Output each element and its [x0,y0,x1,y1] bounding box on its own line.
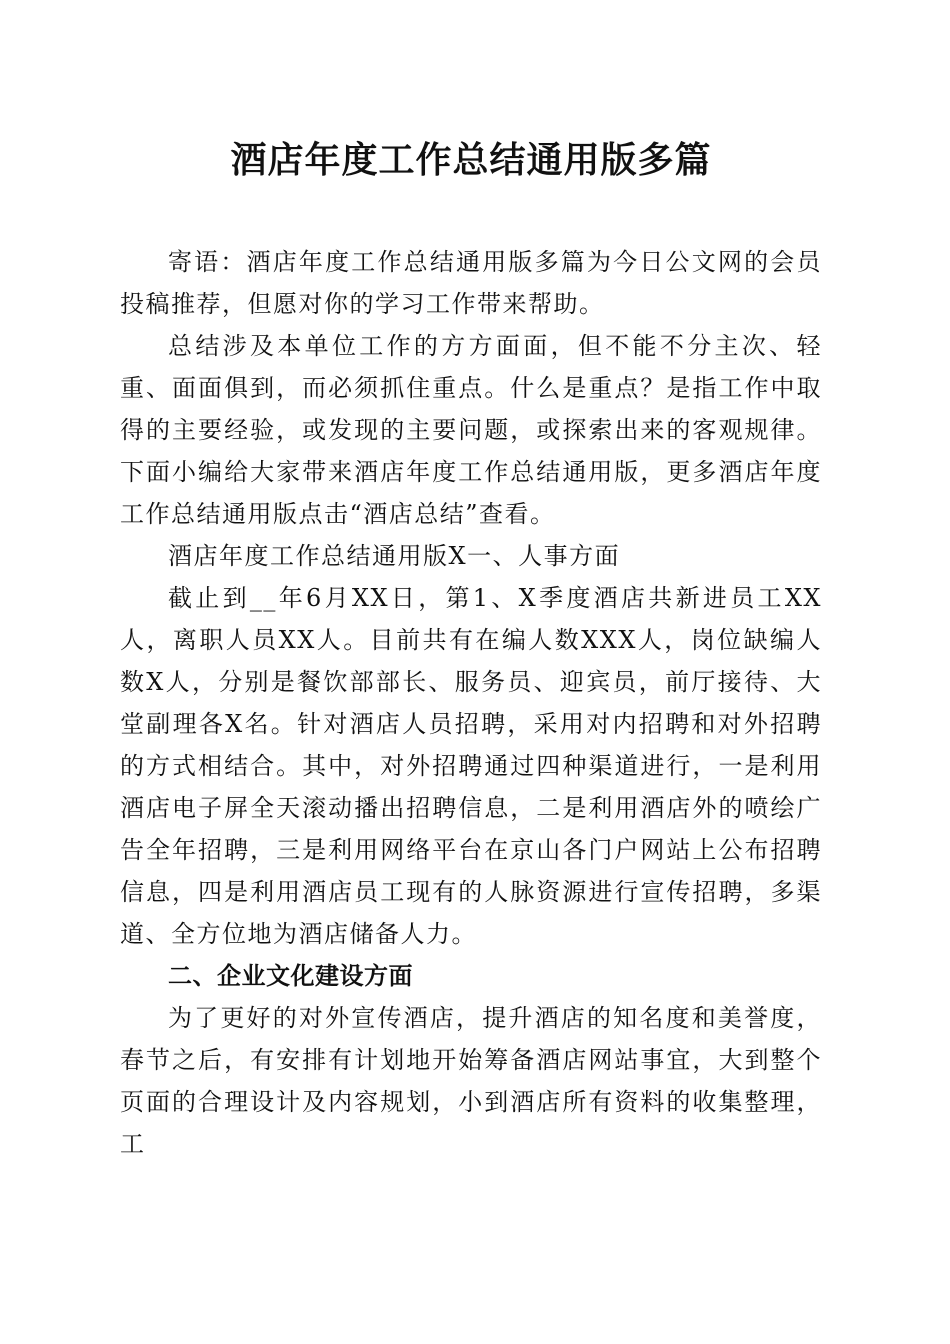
paragraph-foreword: 寄语：酒店年度工作总结通用版多篇为今日公文网的会员投稿推荐，但愿对你的学习工作带来帮助。 [120,248,822,318]
section-heading-culture: 二、企业文化建设方面 [168,962,413,990]
paragraph-intro: 总结涉及本单位工作的方方面面，但不能不分主次、轻重、面面俱到，而必须抓住重点。什么是重点？是指工作中取得的主要经验，或发现的主要问题，或探索出来的客观规律。下面小编给大家带来酒店年度工作总结通用版，更多酒店年度工作总结通用版点击“酒店总结”查看。 [120,332,822,528]
paragraph-section-personnel-title: 酒店年度工作总结通用版X一、人事方面 [168,542,621,570]
document-body [120,241,822,1165]
paragraph-personnel: 截止到__年6月XX日，第1、X季度酒店共新进员工XX人，离职人员XX人。目前共有在编人数XXX人，岗位缺编人数X人，分别是餐饮部部长、服务员、迎宾员，前厅接待、大堂副理各X名。针对酒店人员招聘，采用对内招聘和对外招聘的方式相结合。其中，对外招聘通过四种渠道进行，一是利用酒店电子屏全天滚动播出招聘信息，二是利用酒店外的喷绘广告全年招聘，三是利用网络平台在京山各门户网站上公布招聘信息，四是利用酒店员工现有的人脉资源进行宣传招聘，多渠道、全方位地为酒店储备人力。 [120,584,822,948]
document-title: 酒店年度工作总结通用版多篇 [230,139,712,181]
paragraph-culture: 为了更好的对外宣传酒店，提升酒店的知名度和美誉度，春节之后，有安排有计划地开始筹备酒店网站事宜，大到整个页面的合理设计及内容规划，小到酒店所有资料的收集整理，工 [120,1004,822,1158]
